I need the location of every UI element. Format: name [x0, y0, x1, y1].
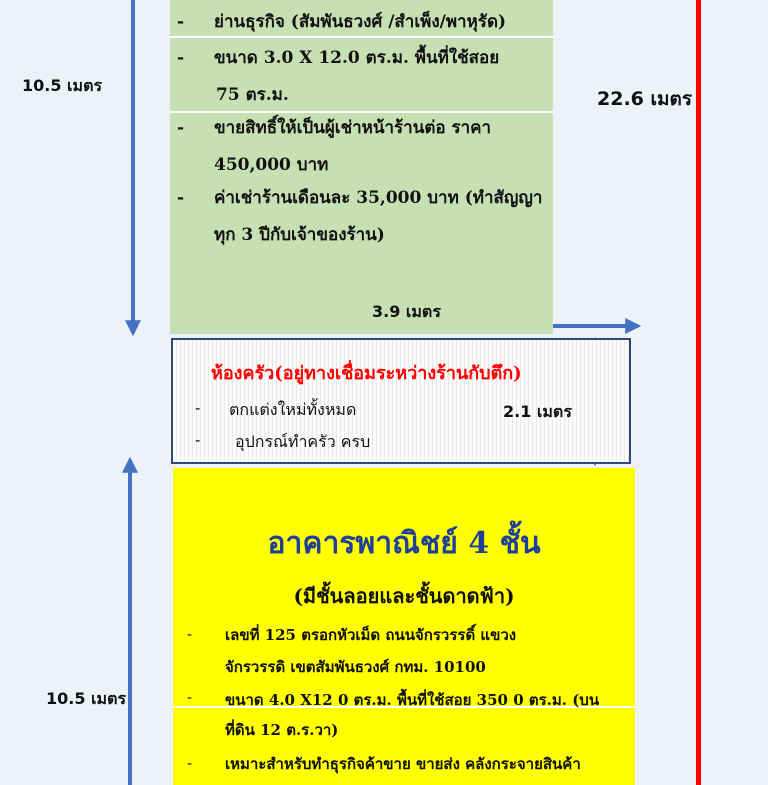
right-dimension-label: 22.6 เมตร [597, 88, 693, 110]
building-item-text: เลขที่ 125 ตรอกหัวเม็ด ถนนจักรวรรดิ์ แขวง [225, 626, 517, 644]
shop-item-text: ทุก 3 ปีกับเจ้าของร้าน) [214, 225, 385, 245]
kitchen-title: ห้องครัว(อยู่ทางเชื่อมระหว่างร้านกับตึก) [211, 363, 522, 384]
kitchen-item: ตกแต่งใหม่ทั้งหมด [229, 400, 357, 419]
kitchen-item: อุปกรณ์ทำครัว ครบ [235, 432, 371, 451]
building-title: อาคารพาณิชย์ 4 ชั้น [267, 526, 541, 561]
shop-info-panel [170, 0, 553, 334]
shop-item-text: 450,000 บาท [214, 155, 329, 175]
bullet-dash: - [187, 625, 193, 643]
left-top-dimension-label: 10.5 เมตร [22, 76, 103, 95]
shop-item-text: ค่าเช่าร้านเดือนละ 35,000 บาท (ทำสัญญา [214, 188, 543, 208]
kitchen-item-dash: - [195, 430, 201, 449]
shop-item-text: 75 ตร.ม. [216, 85, 289, 105]
bullet-dash: - [177, 48, 185, 68]
building-item-text: เหมาะสำหรับทำธุรกิจค้าขาย ขายส่ง คลังกระจายสินค้า [225, 755, 581, 773]
bullet-dash: - [177, 12, 185, 32]
width-dimension-label: 3.9 เมตร [372, 302, 441, 321]
left-bottom-dimension-label: 10.5 เมตร [46, 689, 127, 708]
bullet-dash: - [187, 688, 193, 706]
building-item-text: จักรวรรดิ เขตสัมพันธวงศ์ กทม. 10100 [225, 658, 486, 676]
shop-item-text: ขายสิทธิ์ให้เป็นผู้เช่าหน้าร้านต่อ ราคา [214, 118, 492, 138]
building-item-text: ที่ดิน 12 ต.ร.วา) [225, 721, 339, 739]
shop-item-text: ขนาด 3.0 X 12.0 ตร.ม. พื้นที่ใช้สอย [214, 48, 500, 68]
kitchen-item-dash: - [195, 398, 201, 417]
kitchen-panel [171, 338, 631, 464]
bullet-dash: - [177, 188, 185, 208]
bullet-dash: - [187, 754, 193, 772]
building-subtitle: (มีชั้นลอยและชั้นดาดฟ้า) [293, 584, 515, 608]
shop-item-text: ย่านธุรกิจ (สัมพันธวงศ์ /สำเพ็ง/พาหุรัด) [214, 12, 507, 32]
red-boundary-line [696, 0, 701, 785]
building-panel [173, 468, 635, 785]
building-item-text: ขนาด 4.0 X12 0 ตร.ม. พื้นที่ใช้สอย 350 0 ตร.ม. (บน [225, 691, 600, 709]
kitchen-height-label: 2.1 เมตร [503, 402, 572, 421]
bullet-dash: - [177, 118, 185, 138]
